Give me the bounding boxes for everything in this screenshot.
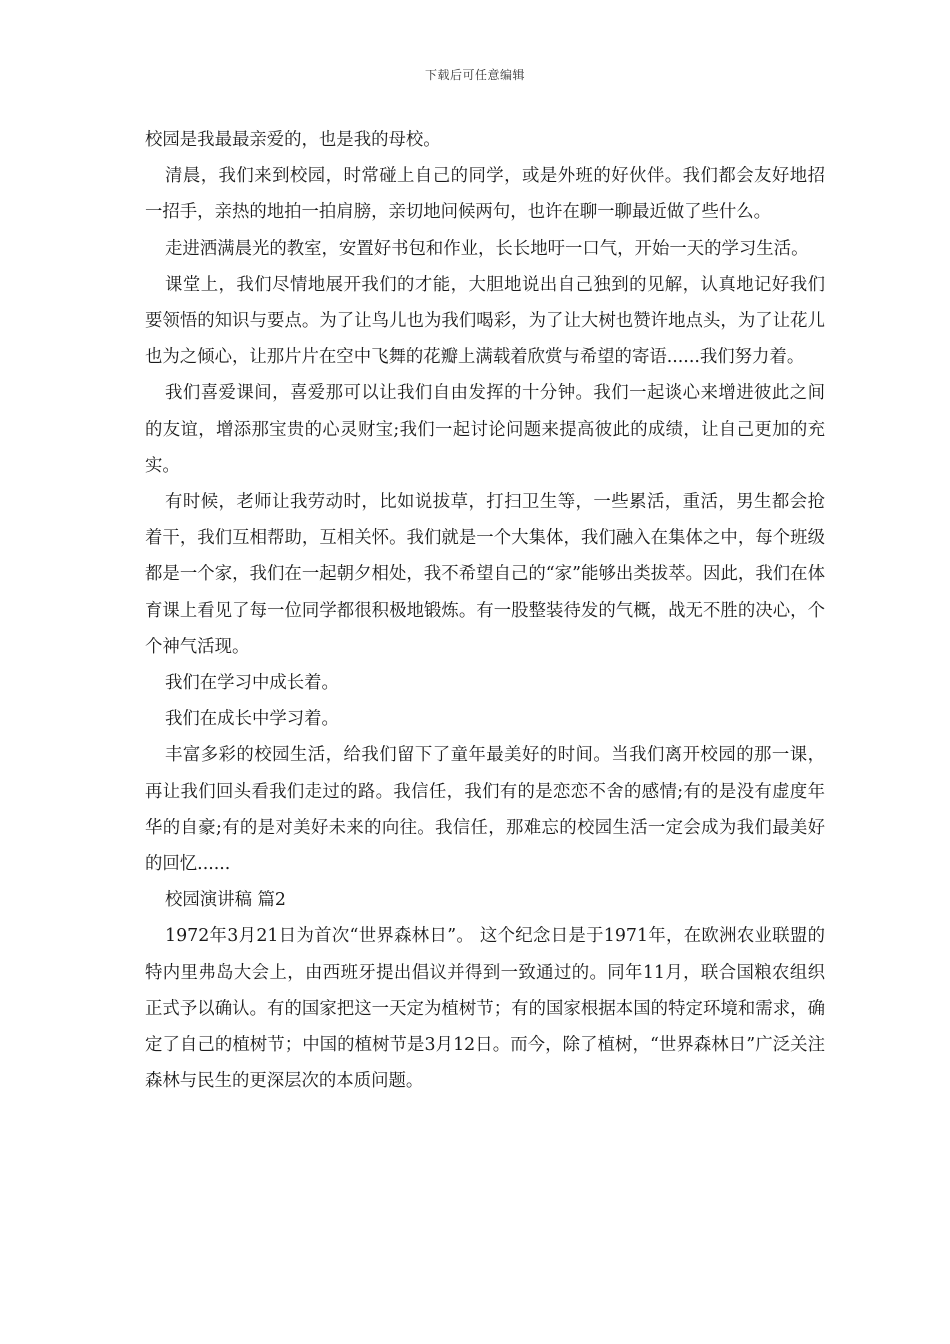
- paragraph-morning: 清晨，我们来到校园，时常碰上自己的同学，或是外班的好伙伴。我们都会友好地招一招手，亲热的地拍一拍肩膀，亲切地问候两句，也许在聊一聊最近做了些什么。: [145, 166, 825, 223]
- paragraph-intro: 校园是我最最亲爱的，也是我的母校。: [145, 130, 441, 150]
- section-heading: 校园演讲稿 篇2: [165, 890, 286, 911]
- paragraph-growing: 我们在学习中成长着。: [165, 673, 339, 694]
- paragraph-forest-day: 1972年3月21日为首次“世界森林日”。 这个纪念日是于1971年，在欧洲农业联盟的特内里弗岛大会上，由西班牙提出倡议并得到一致通过的。同年11月，联合国粮农组织正式予以确认。有的国家把这一天定为植树节；有的国家根据本国的特定环境和需求，确定了自己的植树节；中国的植树节是3月12日。而今，除了植树，“世界森林日”广泛关注森林与民生的更深层次的本质问题。: [145, 926, 825, 1092]
- document-body: [145, 122, 825, 1099]
- paragraph-lesson: 课堂上，我们尽情地展开我们的才能，大胆地说出自己独到的见解，认真地记好我们要领悟的知识与要点。为了让鸟儿也为我们喝彩，为了让大树也赞许地点头，为了让花儿也为之倾心，让那片片在空中飞舞的花瓣上满载着欣赏与希望的寄语......我们努力着。: [145, 274, 825, 368]
- page-header: 下载后可任意编辑: [424, 68, 525, 82]
- paragraph-memories: 丰富多彩的校园生活，给我们留下了童年最美好的时间。当我们离开校园的那一课，再让我们回头看我们走过的路。我信任，我们有的是恋恋不舍的感情;有的是没有虚度年华的自豪;有的是对美好未来的向往。我信任，那难忘的校园生活一定会成为我们最美好的回忆......: [145, 745, 825, 875]
- paragraph-classroom: 走进洒满晨光的教室，安置好书包和作业，长长地吁一口气，开始一天的学习生活。: [165, 238, 809, 259]
- paragraph-learning: 我们在成长中学习着。: [165, 709, 339, 730]
- paragraph-break-time: 我们喜爱课间，喜爱那可以让我们自由发挥的十分钟。我们一起谈心来增进彼此之间的友谊，增添那宝贵的心灵财宝;我们一起讨论问题来提高彼此的成绩，让自己更加的充实。: [145, 383, 825, 476]
- paragraph-labor: 有时候，老师让我劳动时，比如说拔草，打扫卫生等，一些累活，重活，男生都会抢着干，我们互相帮助，互相关怀。我们就是一个大集体，我们融入在集体之中，每个班级都是一个家，我们在一起朝夕相处，我不希望自己的“家”能够出类拔萃。因此，我们在体育课上看见了每一位同学都很积极地锻炼。有一股整装待发的气概，战无不胜的决心，个个神气活现。: [145, 492, 825, 657]
